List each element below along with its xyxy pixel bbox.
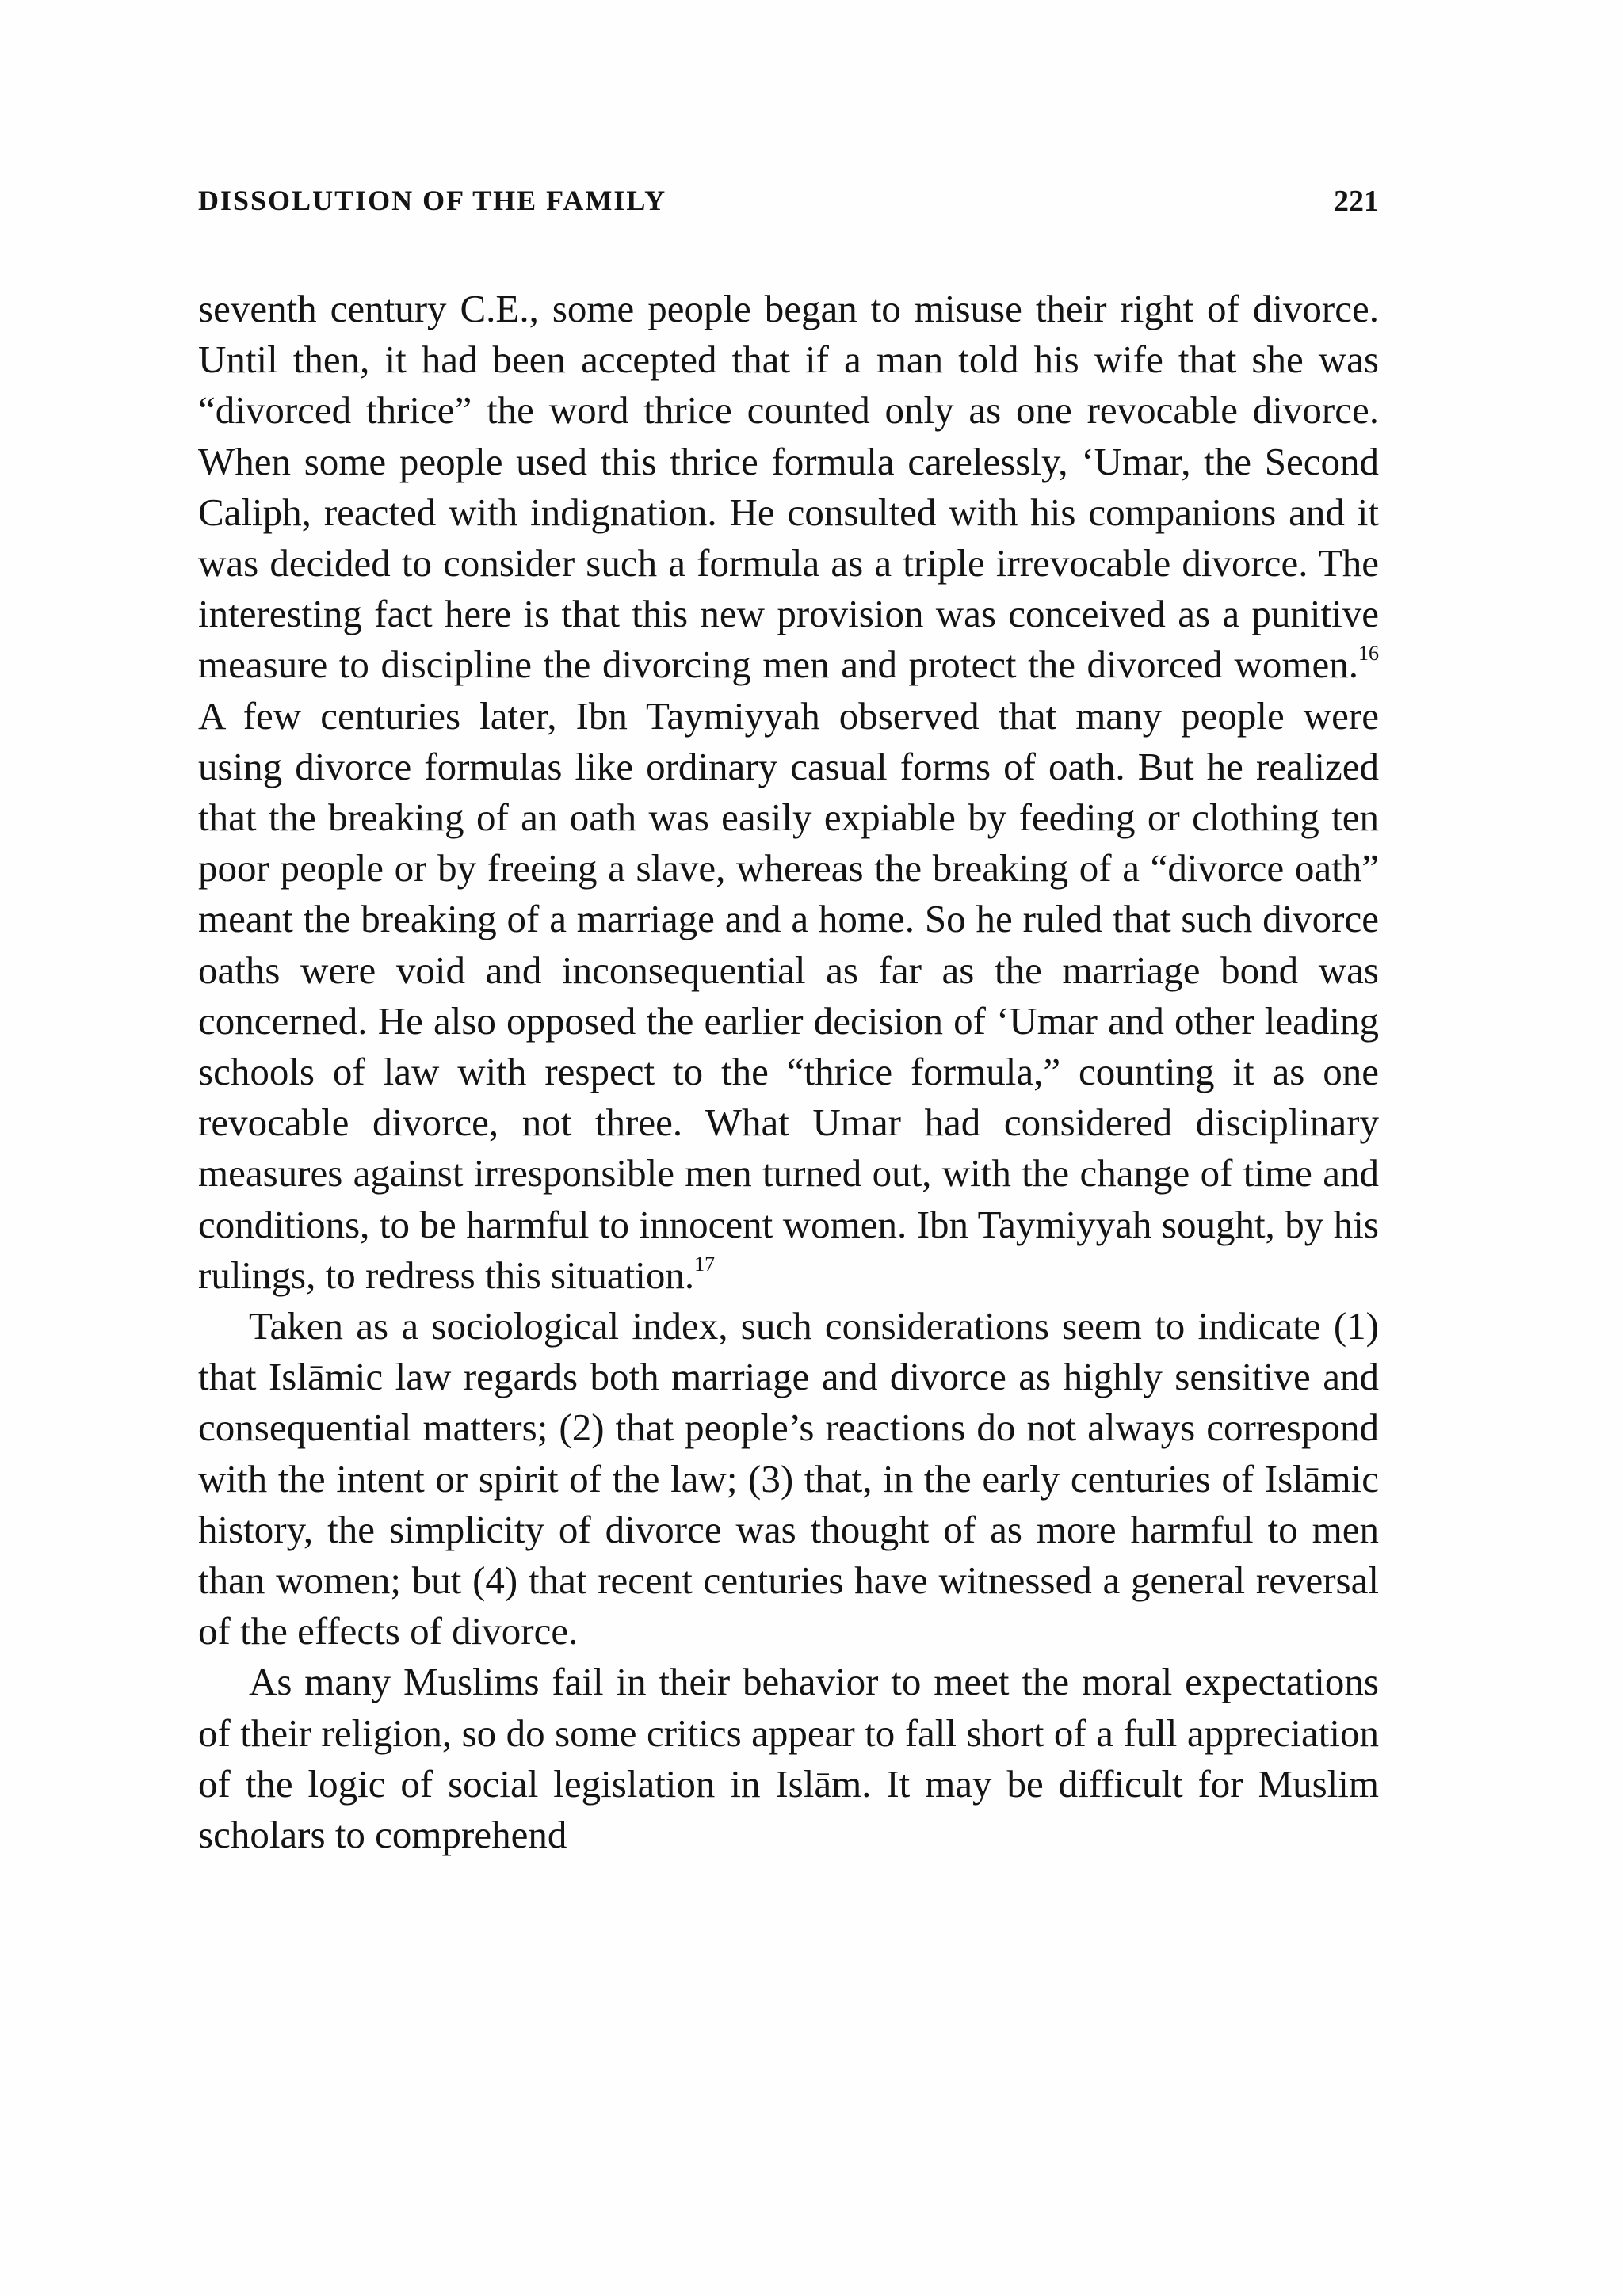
paragraph-3: As many Muslims fail in their behavior to meet the moral expectations of their religion, so do some critics appear to fall short of a full appreciation of the logic of social legislation in Islām. It may be difficult for Muslim scholars to comprehend bbox=[198, 1660, 1379, 1857]
page-number: 221 bbox=[1334, 185, 1379, 218]
footnote-ref-17: 17 bbox=[694, 1252, 716, 1276]
footnote-ref-16: 16 bbox=[1358, 642, 1379, 666]
body-text bbox=[198, 284, 1379, 1860]
paragraph-1 bbox=[198, 284, 1379, 1301]
running-head bbox=[198, 184, 1379, 231]
running-title: DISSOLUTION OF THE FAMILY bbox=[198, 185, 667, 216]
paragraph-1-part-2: A few centuries later, Ibn Taymiyyah observed that many people were using divorce formulas like ordinary casual forms of oath. But he realized that the breaking of an oath was easily expiable by feeding or clothing ten poor people or by freeing a slave, whereas the breaking of a “divorce oath” meant the breaking of a marriage and a home. So he ruled that such divorce oaths were void and inconsequential as far as the marriage bond was concerned. He also opposed the earlier decision of ‘Umar and other leading schools of law with respect to the “thrice formula,” counting it as one revocable divorce, not three. What Umar had considered disciplinary measures against irresponsible men turned out, with the change of time and conditions, to be harmful to innocent women. Ibn Taymiyyah sought, by his rulings, to redress this situation. bbox=[198, 693, 1379, 1297]
paragraph-2: Taken as a sociological index, such considerations seem to indicate (1) that Islāmic law regards both marriage and divorce as highly sensitive and consequential matters; (2) that people’s reactions do not always correspond with the intent or spirit of the law; (3) that, in the early centuries of Islāmic history, the simplicity of divorce was thought of as more harmful to men than women; but (4) that recent centuries have witnessed a general reversal of the effects of divorce. bbox=[198, 1304, 1379, 1653]
paragraph-1-part-1: seventh century C.E., some people began to misuse their right of divorce. Until then, it had been accepted that if a man told his wife that she was “divorced thrice” the word thrice counted only as one revocable divorce. When some people used this thrice formula carelessly, ‘Umar, the Second Caliph, reacted with indignation. He consulted with his companions and it was decided to consider such a formula as a triple irrevocable divorce. The interesting fact here is that this new provision was conceived as a punitive measure to discipline the divorcing men and protect the divorced women. bbox=[198, 287, 1379, 687]
